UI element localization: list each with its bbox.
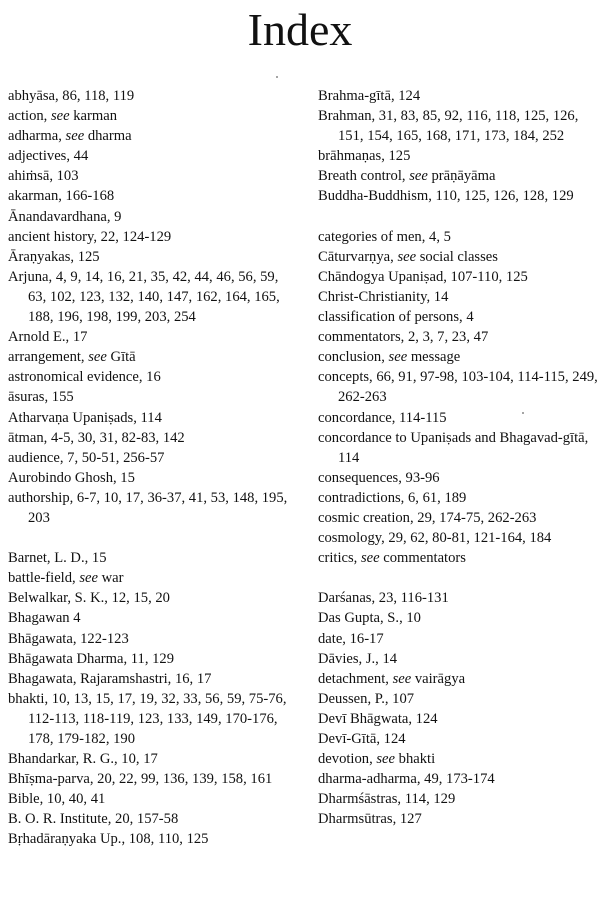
index-entry: ātman, 4-5, 30, 31, 82-83, 142 bbox=[8, 429, 185, 446]
index-entry: Bhagawan 4 bbox=[8, 610, 81, 627]
index-entry: āsuras, 155 bbox=[8, 389, 74, 406]
index-entry: Deussen, P., 107 bbox=[318, 690, 415, 707]
index-entry: Darśanas, 23, 116-131 bbox=[318, 590, 449, 607]
index-entry: adharma, see dharma bbox=[8, 128, 132, 145]
index-column-left bbox=[8, 86, 293, 850]
index-entry: Dharmśāstras, 114, 129 bbox=[318, 791, 456, 808]
index-entry: Bhīṣma-parva, 20, 22, 99, 136, 139, 158, 161 bbox=[8, 771, 273, 788]
index-entry: bhakti, 10, 13, 15, 17, 19, 32, 33, 56, 59, 75-76, 112-113, 118-119, 123, 133, 149, 170-176, 178, 179-182, 190 bbox=[8, 690, 287, 747]
index-entry: ancient history, 22, 124-129 bbox=[8, 228, 172, 245]
index-entry: Das Gupta, S., 10 bbox=[318, 610, 421, 627]
index-entry: commentators, 2, 3, 7, 23, 47 bbox=[318, 329, 489, 346]
speck bbox=[522, 412, 524, 414]
index-entry: Bhāgawata, 122-123 bbox=[8, 630, 129, 647]
index-entry: audience, 7, 50-51, 256-57 bbox=[8, 449, 165, 466]
index-entry: conclusion, see message bbox=[318, 349, 461, 366]
index-entry: Bṛhadāraṇyaka Up., 108, 110, 125 bbox=[8, 831, 209, 848]
index-entry: cosmic creation, 29, 174-75, 262-263 bbox=[318, 509, 537, 526]
index-entry: action, see karman bbox=[8, 108, 118, 125]
index-column-right bbox=[318, 86, 598, 829]
index-entry: Breath control, see prāṇāyāma bbox=[318, 168, 496, 185]
index-entry: authorship, 6-7, 10, 17, 36-37, 41, 53, 148, 195, 203 bbox=[8, 489, 288, 526]
index-entry: Chāndogya Upaniṣad, 107-110, 125 bbox=[318, 268, 528, 285]
page-title: Index bbox=[247, 4, 353, 55]
index-entry: Bhandarkar, R. G., 10, 17 bbox=[8, 751, 158, 768]
index-entry: categories of men, 4, 5 bbox=[318, 228, 451, 245]
index-entry: Bhāgawata Dharma, 11, 129 bbox=[8, 650, 175, 667]
index-entry: concordance, 114-115 bbox=[318, 409, 447, 426]
index-entry: Dāvies, J., 14 bbox=[318, 650, 398, 667]
index-entry: Devī Bhāgwata, 124 bbox=[318, 710, 438, 727]
speck bbox=[276, 76, 278, 78]
index-entry: ahiṁsā, 103 bbox=[8, 168, 79, 185]
index-entry: Bible, 10, 40, 41 bbox=[8, 791, 106, 808]
index-entry: B. O. R. Institute, 20, 157-58 bbox=[8, 811, 179, 828]
index-entry: contradictions, 6, 61, 189 bbox=[318, 489, 467, 506]
index-entry: critics, see commentators bbox=[318, 550, 466, 567]
index-entry: Devī-Gītā, 124 bbox=[318, 731, 406, 747]
index-entry: Aurobindo Ghosh, 15 bbox=[8, 469, 135, 486]
index-entry: Buddha-Buddhism, 110, 125, 126, 128, 129 bbox=[318, 188, 574, 205]
index-entry: devotion, see bhakti bbox=[318, 751, 436, 768]
index-entry: astronomical evidence, 16 bbox=[8, 369, 161, 386]
index-entry: Brahman, 31, 83, 85, 92, 116, 118, 125, 126, 151, 154, 165, 168, 171, 173, 184, 252 bbox=[318, 108, 579, 145]
index-entry: akarman, 166-168 bbox=[8, 188, 115, 205]
index-entry: cosmology, 29, 62, 80-81, 121-164, 184 bbox=[318, 530, 552, 547]
index-entry: Brahma-gītā, 124 bbox=[318, 88, 421, 104]
letter-group-gap bbox=[318, 568, 598, 588]
index-entry: consequences, 93-96 bbox=[318, 469, 440, 486]
index-entry: detachment, see vairāgya bbox=[318, 670, 466, 687]
index-entry: battle-field, see war bbox=[8, 570, 124, 587]
index-entry: abhyāsa, 86, 118, 119 bbox=[8, 88, 135, 104]
index-entry: concordance to Upaniṣads and Bhagavad-gītā, 114 bbox=[318, 429, 589, 466]
index-entry: Arjuna, 4, 9, 14, 16, 21, 35, 42, 44, 46, 56, 59, 63, 102, 123, 132, 140, 147, 162, 164, 165, 188, 196, 198, 199, 203, 254 bbox=[8, 268, 280, 326]
index-entry: Ānandavardhana, 9 bbox=[8, 208, 122, 225]
index-entry: dharma-adharma, 49, 173-174 bbox=[318, 771, 495, 788]
index-entry: arrangement, see Gītā bbox=[8, 349, 136, 366]
index-entry: brāhmaṇas, 125 bbox=[318, 148, 411, 165]
index-entry: Barnet, L. D., 15 bbox=[8, 550, 107, 567]
index-entry: Cāturvarṇya, see social classes bbox=[318, 248, 498, 265]
index-entry: Āraṇyakas, 125 bbox=[8, 248, 100, 265]
letter-group-gap bbox=[318, 207, 598, 227]
index-entry: Atharvaṇa Upaniṣads, 114 bbox=[8, 409, 162, 426]
index-entry: Belwalkar, S. K., 12, 15, 20 bbox=[8, 590, 170, 607]
index-entry: Bhagawata, Rajaramshastri, 16, 17 bbox=[8, 670, 212, 687]
index-entry: Christ-Christianity, 14 bbox=[318, 288, 449, 305]
index-entry: Arnold E., 17 bbox=[8, 329, 88, 346]
index-entry: classification of persons, 4 bbox=[318, 309, 474, 326]
index-entry: adjectives, 44 bbox=[8, 148, 89, 165]
index-entry: Dharmsūtras, 127 bbox=[318, 811, 422, 828]
index-entry: date, 16-17 bbox=[318, 630, 384, 647]
letter-group-gap bbox=[8, 528, 293, 548]
index-entry: concepts, 66, 91, 97-98, 103-104, 114-115, 249, 262-263 bbox=[318, 369, 598, 406]
